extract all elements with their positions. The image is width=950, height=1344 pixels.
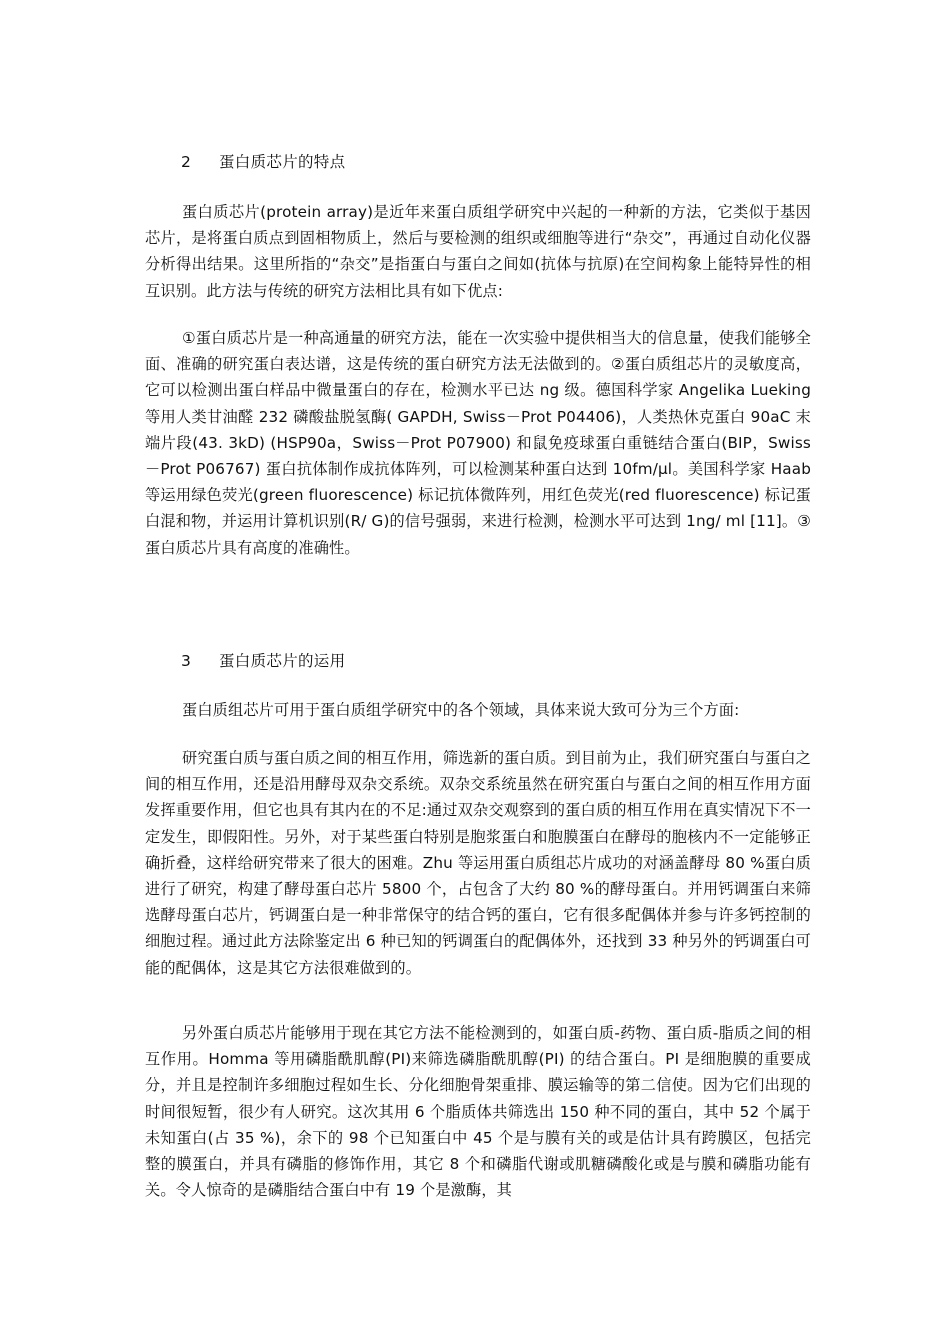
- paragraph: 另外蛋白质芯片能够用于现在其它方法不能检测到的，如蛋白质-药物、蛋白质-脂质之间的相互作用。Homma 等用磷脂酰肌醇(PI)来筛选磷脂酰肌醇(PI) 的结合蛋白。PI 是细胞膜的重要成分，并且是控制许多细胞过程如生长、分化细胞骨架重排、膜运输等的第二信使。因为它们出现的时间很短暂，很少有人研究。这次其用 6 个脂质体共筛选出 150 种不同的蛋白，其中 52 个属于未知蛋白(占 35 %)，余下的 98 个已知蛋白中 45 个是与膜有关的或是估计具有跨膜区，包括完整的膜蛋白，并具有磷脂的修饰作用，其它 8 个和磷脂代谢或肌糖磷酸化或是与膜和磷脂功能有关。令人惊奇的是磷脂结合蛋白中有 19 个是激酶，其: [145, 1024, 811, 1200]
- section-heading: [181, 150, 345, 174]
- section-number: 2: [181, 153, 192, 171]
- section-title: 蛋白质芯片的特点: [219, 153, 346, 171]
- section-heading: [181, 649, 345, 673]
- paragraph: ①蛋白质芯片是一种高通量的研究方法，能在一次实验中提供相当大的信息量，使我们能够全面、准确的研究蛋白表达谱，这是传统的蛋白研究方法无法做到的。②蛋白质组芯片的灵敏度高，它可以检测出蛋白样品中微量蛋白的存在，检测水平已达 ng 级。德国科学家 Angelika Lueking 等用人类甘油醛 232 磷酸盐脱氢酶( GAPDH, Swiss－Prot P04406)，人类热休克蛋白 90aC 末端片段(43. 3kD) (HSP90a，Swiss－Prot P07900) 和鼠免疫球蛋白重链结合蛋白(BIP，Swiss－Prot P06767) 蛋白抗体制作成抗体阵列，可以检测某种蛋白达到 10fm/μl。美国科学家 Haab 等运用绿色荧光(green fluorescence) 标记抗体微阵列，用红色荧光(red fluorescence) 标记蛋白混和物，并运用计算机识别(R/ G)的信号强弱，来进行检测，检测水平可达到 1ng/ ml [11]。③蛋白质芯片具有高度的准确性。: [145, 329, 811, 557]
- paragraph: 蛋白质组芯片可用于蛋白质组学研究中的各个领域，具体来说大致可分为三个方面:: [182, 701, 740, 719]
- paragraph: 蛋白质芯片(protein array)是近年来蛋白质组学研究中兴起的一种新的方法，它类似于基因芯片，是将蛋白质点到固相物质上，然后与要检测的组织或细胞等进行“杂交”，再通过自动化仪器分析得出结果。这里所指的“杂交”是指蛋白与蛋白之间如(抗体与抗原)在空间构象上能特异性的相互识别。此方法与传统的研究方法相比具有如下优点:: [145, 203, 811, 300]
- section-number: 3: [181, 652, 192, 670]
- section-title: 蛋白质芯片的运用: [219, 652, 346, 670]
- paragraph: 研究蛋白质与蛋白质之间的相互作用，筛选新的蛋白质。到目前为止，我们研究蛋白与蛋白之间的相互作用，还是沿用酵母双杂交系统。双杂交系统虽然在研究蛋白与蛋白之间的相互作用方面发挥重要作用，但它也具有其内在的不足:通过双杂交观察到的蛋白质的相互作用在真实情况下不一定发生，即假阳性。另外，对于某些蛋白特别是胞浆蛋白和胞膜蛋白在酵母的胞核内不一定能够正确折叠，这样给研究带来了很大的困难。Zhu 等运用蛋白质组芯片成功的对涵盖酵母 80 %蛋白质进行了研究，构建了酵母蛋白芯片 5800 个，占包含了大约 80 %的酵母蛋白。并用钙调蛋白来筛选酵母蛋白芯片，钙调蛋白是一种非常保守的结合钙的蛋白，它有很多配偶体并参与许多钙控制的细胞过程。通过此方法除鉴定出 6 种已知的钙调蛋白的配偶体外，还找到 33 种另外的钙调蛋白可能的配偶体，这是其它方法很难做到的。: [145, 749, 811, 977]
